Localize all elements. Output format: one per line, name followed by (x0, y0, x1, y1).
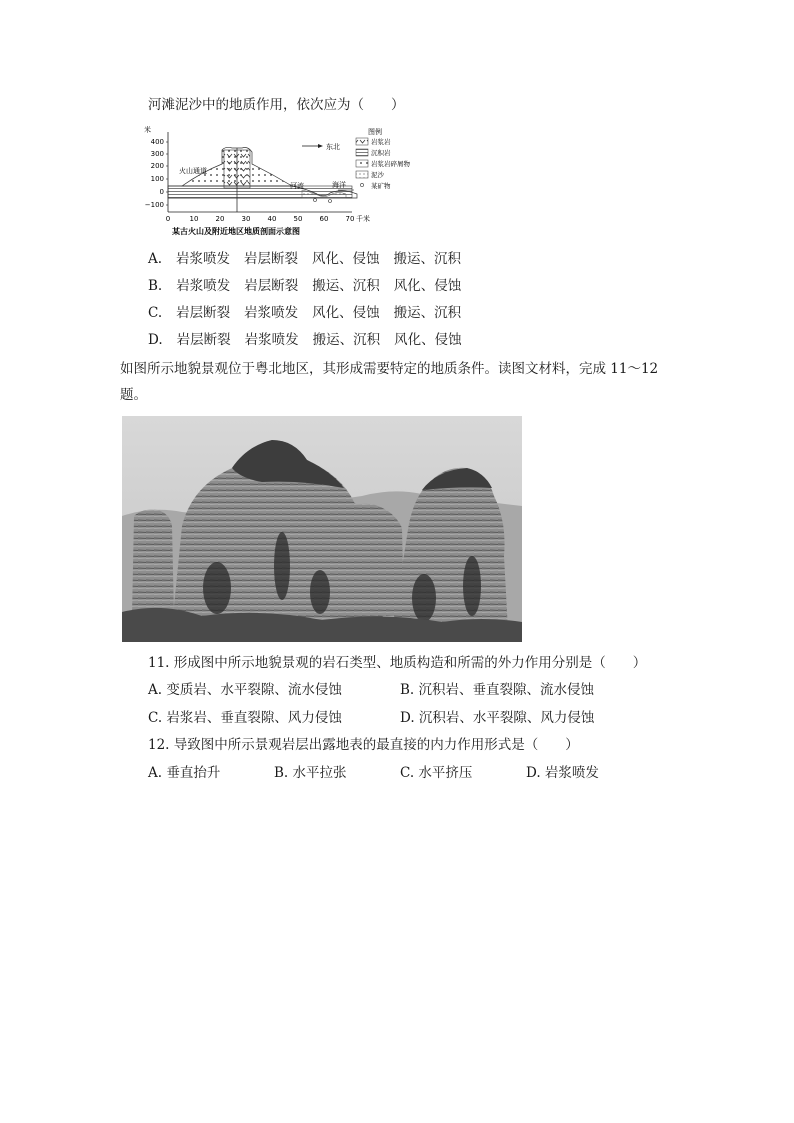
y-tick-minus100: −100 (144, 201, 164, 209)
label-river: 河流 (290, 182, 304, 190)
q11-option-b[interactable]: B. 沉积岩、垂直裂隙、流水侵蚀 (400, 682, 595, 698)
q10-option-c[interactable]: C. 岩层断裂 岩浆喷发 风化、侵蚀 搬运、沉积 (148, 305, 462, 321)
legend-volcanic-debris: 岩浆岩碎屑物 (371, 160, 410, 168)
y-tick-200: 200 (150, 162, 164, 170)
passage-line-1: 如图所示地貌景观位于粤北地区，其形成需要特定的地质条件。读图文材料，完成 11～12 (120, 361, 659, 377)
legend-mineral: 某矿物 (371, 182, 391, 190)
y-axis-unit: 米 (144, 126, 151, 134)
q12-option-d[interactable]: D. 岩浆喷发 (526, 765, 599, 781)
x-tick-10: 10 (189, 215, 199, 223)
legend-magmatic-rock: 岩浆岩 (371, 138, 391, 146)
y-tick-0: 0 (159, 188, 164, 196)
q11-option-c[interactable]: C. 岩浆岩、垂直裂隙、风力侵蚀 (148, 710, 342, 726)
q11-option-a[interactable]: A. 变质岩、水平裂隙、流水侵蚀 (148, 682, 342, 698)
q12-option-a[interactable]: A. 垂直抬升 (148, 765, 221, 781)
x-tick-0: 0 (165, 215, 171, 223)
y-tick-300: 300 (150, 150, 164, 158)
x-tick-40: 40 (267, 215, 277, 223)
label-volcanic-vent: 火山通道 (179, 167, 207, 175)
landform-photo (122, 416, 522, 642)
direction-label: 东北 (326, 143, 340, 151)
q12-option-b[interactable]: B. 水平拉张 (274, 765, 347, 781)
y-tick-400: 400 (150, 138, 164, 146)
q11-option-d[interactable]: D. 沉积岩、水平裂隙、风力侵蚀 (400, 710, 595, 726)
legend-sand: 泥沙 (371, 171, 384, 179)
legend-sedimentary-rock: 沉积岩 (371, 149, 391, 157)
q10-option-b[interactable]: B. 岩浆喷发 岩层断裂 搬运、沉积 风化、侵蚀 (148, 278, 462, 294)
x-tick-20: 20 (215, 215, 225, 223)
q10-option-a[interactable]: A. 岩浆喷发 岩层断裂 风化、侵蚀 搬运、沉积 (148, 251, 462, 267)
q10-option-d[interactable]: D. 岩层断裂 岩浆喷发 搬运、沉积 风化、侵蚀 (148, 332, 462, 348)
x-tick-70: 70 (345, 215, 355, 223)
x-tick-50: 50 (293, 215, 303, 223)
x-axis-unit: 千米 (356, 215, 370, 223)
question-10-stem-tail: 河滩泥沙中的地质作用，依次应为（ ） (148, 97, 405, 113)
q12-stem: 12. 导致图中所示景观岩层出露地表的最直接的内力作用形式是（ ） (148, 737, 579, 753)
x-tick-60: 60 (319, 215, 329, 223)
figure-caption: 某古火山及附近地区地质剖面示意图 (172, 227, 300, 236)
x-tick-30: 30 (241, 215, 251, 223)
y-tick-100: 100 (150, 175, 164, 183)
legend-title: 图例 (368, 128, 382, 136)
label-sea: 海洋 (332, 181, 346, 189)
q12-option-c[interactable]: C. 水平挤压 (400, 765, 473, 781)
passage-line-2: 题。 (120, 387, 147, 403)
geologic-profile-figure (142, 124, 442, 242)
q11-stem: 11. 形成图中所示地貌景观的岩石类型、地质构造和所需的外力作用分别是（ ） (148, 655, 647, 671)
